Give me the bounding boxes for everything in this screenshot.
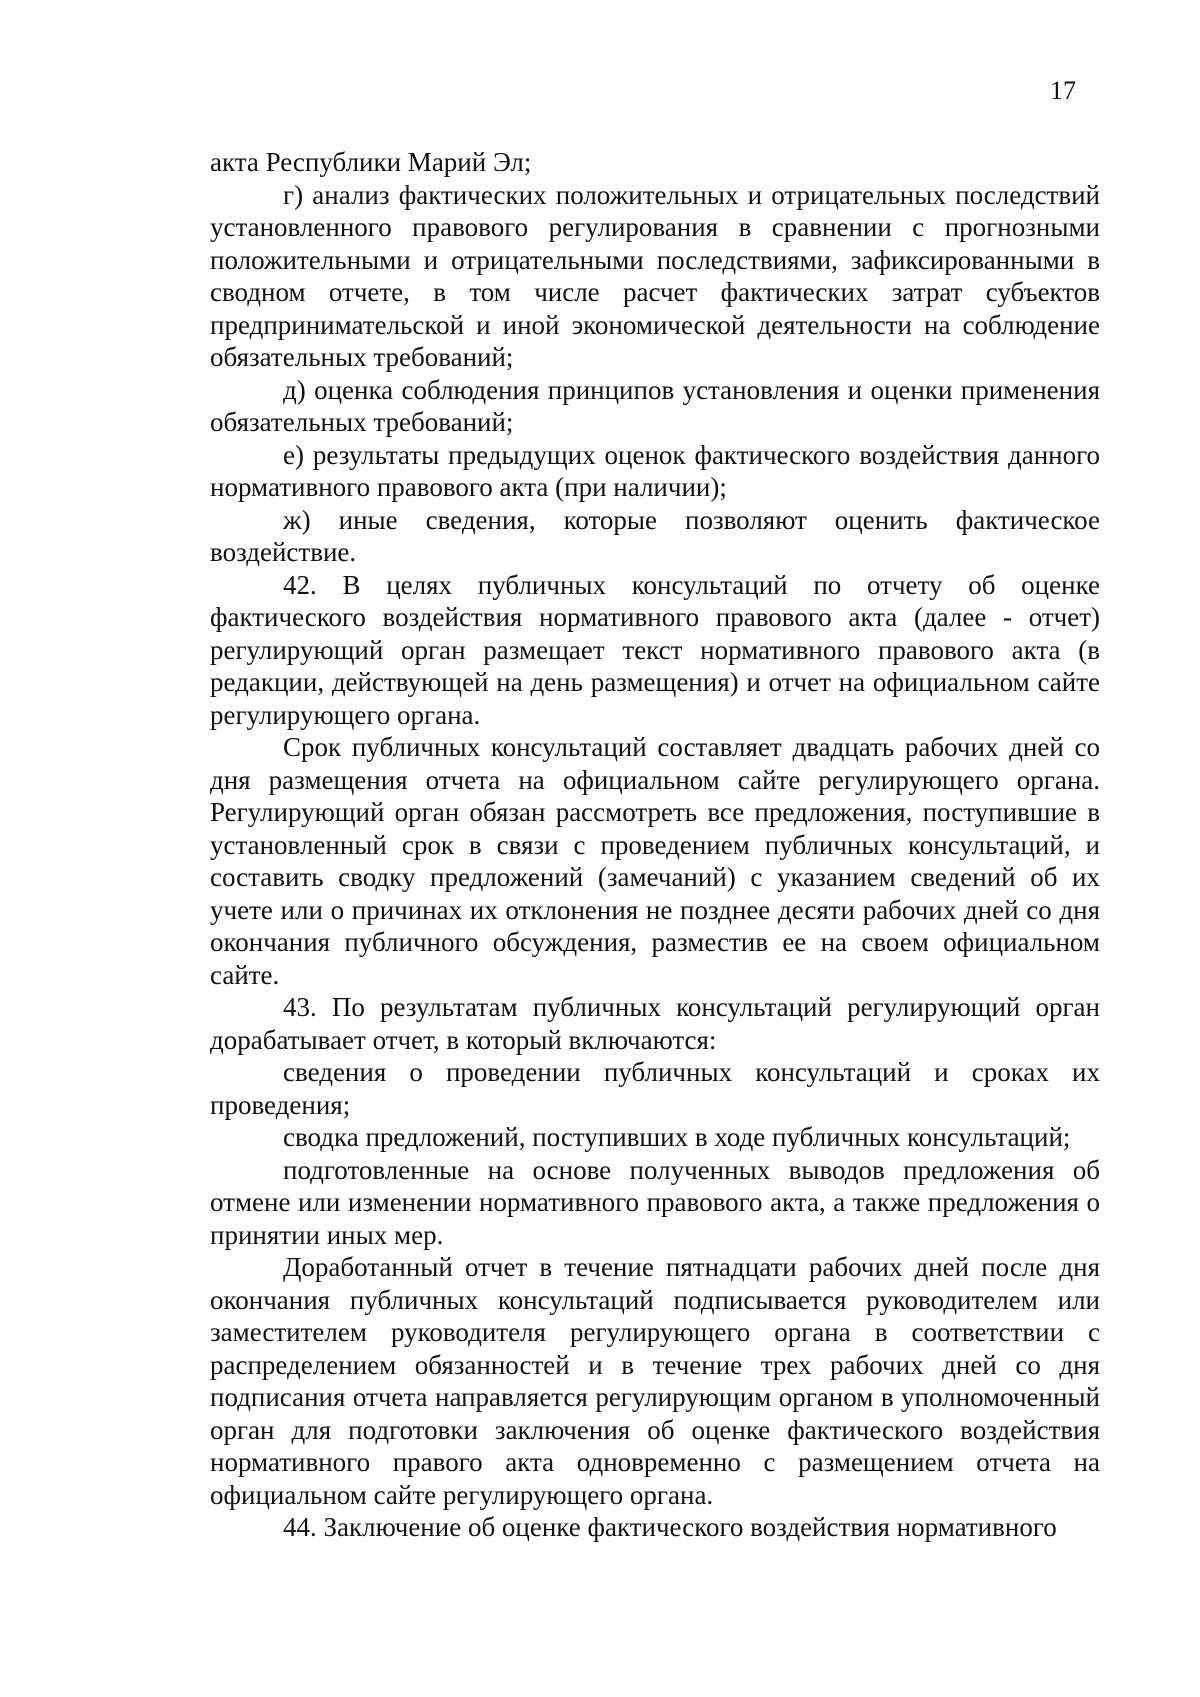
paragraph-list-item-2: сводка предложений, поступивших в ходе публичных консультаций;: [283, 1122, 1071, 1152]
page-number: 17: [1050, 76, 1076, 105]
paragraph-consultation-term: Срок публичных консультаций составляет двадцать рабочих дней со дня размещения отчета на официальном сайте регулирующего органа. Регулирующий орган обязан рассмотреть все предложения, поступившие в установленный срок в связи с проведением публичных консультаций, и составить сводку предложений (замечаний) с указанием сведений об их учете или о причинах их отклонения не позднее десяти рабочих дней со дня окончания публичного обсуждения, разместив ее на своем официальном сайте.: [210, 732, 1100, 990]
paragraph-item-e: е) результаты предыдущих оценок фактического воздействия данного нормативного правового акта (при наличии);: [210, 439, 1100, 502]
paragraph-item-d: д) оценка соблюдения принципов установления и оценки применения обязательных требований;: [210, 374, 1100, 437]
paragraph-list-item-3: подготовленные на основе полученных выводов предложения об отмене или изменении нормативного правового акта, а также предложения о принятии иных мер.: [210, 1154, 1100, 1250]
paragraph-item-zh: ж) иные сведения, которые позволяют оценить фактическое воздействие.: [210, 504, 1100, 567]
paragraph-clause-42: 42. В целях публичных консультаций по отчету об оценке фактического воздействия нормативного правового акта (далее - отчет) регулирующий орган размещает текст нормативного правового акта (в редакции, действующей на день размещения) и отчет на официальном сайте регулирующего органа.: [210, 569, 1100, 730]
document-body: [210, 146, 1100, 1544]
paragraph-clause-44: 44. Заключение об оценке фактического воздействия нормативного: [283, 1512, 1057, 1542]
paragraph-revised-report: Доработанный отчет в течение пятнадцати рабочих дней после дня окончания публичных консультаций подписывается руководителем или заместителем руководителя регулирующего органа в соответствии с распределением обязанностей и в течение трех рабочих дней со дня подписания отчета направляется регулирующим органом в уполномоченный орган для подготовки заключения об оценке фактического воздействия нормативного правого акта одновременно с размещением отчета на официальном сайте регулирующего органа.: [210, 1252, 1100, 1510]
paragraph-clause-43: 43. По результатам публичных консультаций регулирующий орган дорабатывает отчет, в который включаются:: [210, 992, 1100, 1055]
paragraph-item-g: г) анализ фактических положительных и отрицательных последствий установленного правового регулирования в сравнении с прогнозными положительными и отрицательными последствиями, зафиксированными в сводном отчете, в том числе расчет фактических затрат субъектов предпринимательской и иной экономической деятельности на соблюдение обязательных требований;: [210, 179, 1100, 372]
paragraph-list-item-1: сведения о проведении публичных консультаций и сроках их проведения;: [210, 1057, 1100, 1120]
paragraph-continuation: акта Республики Марий Эл;: [210, 147, 532, 177]
